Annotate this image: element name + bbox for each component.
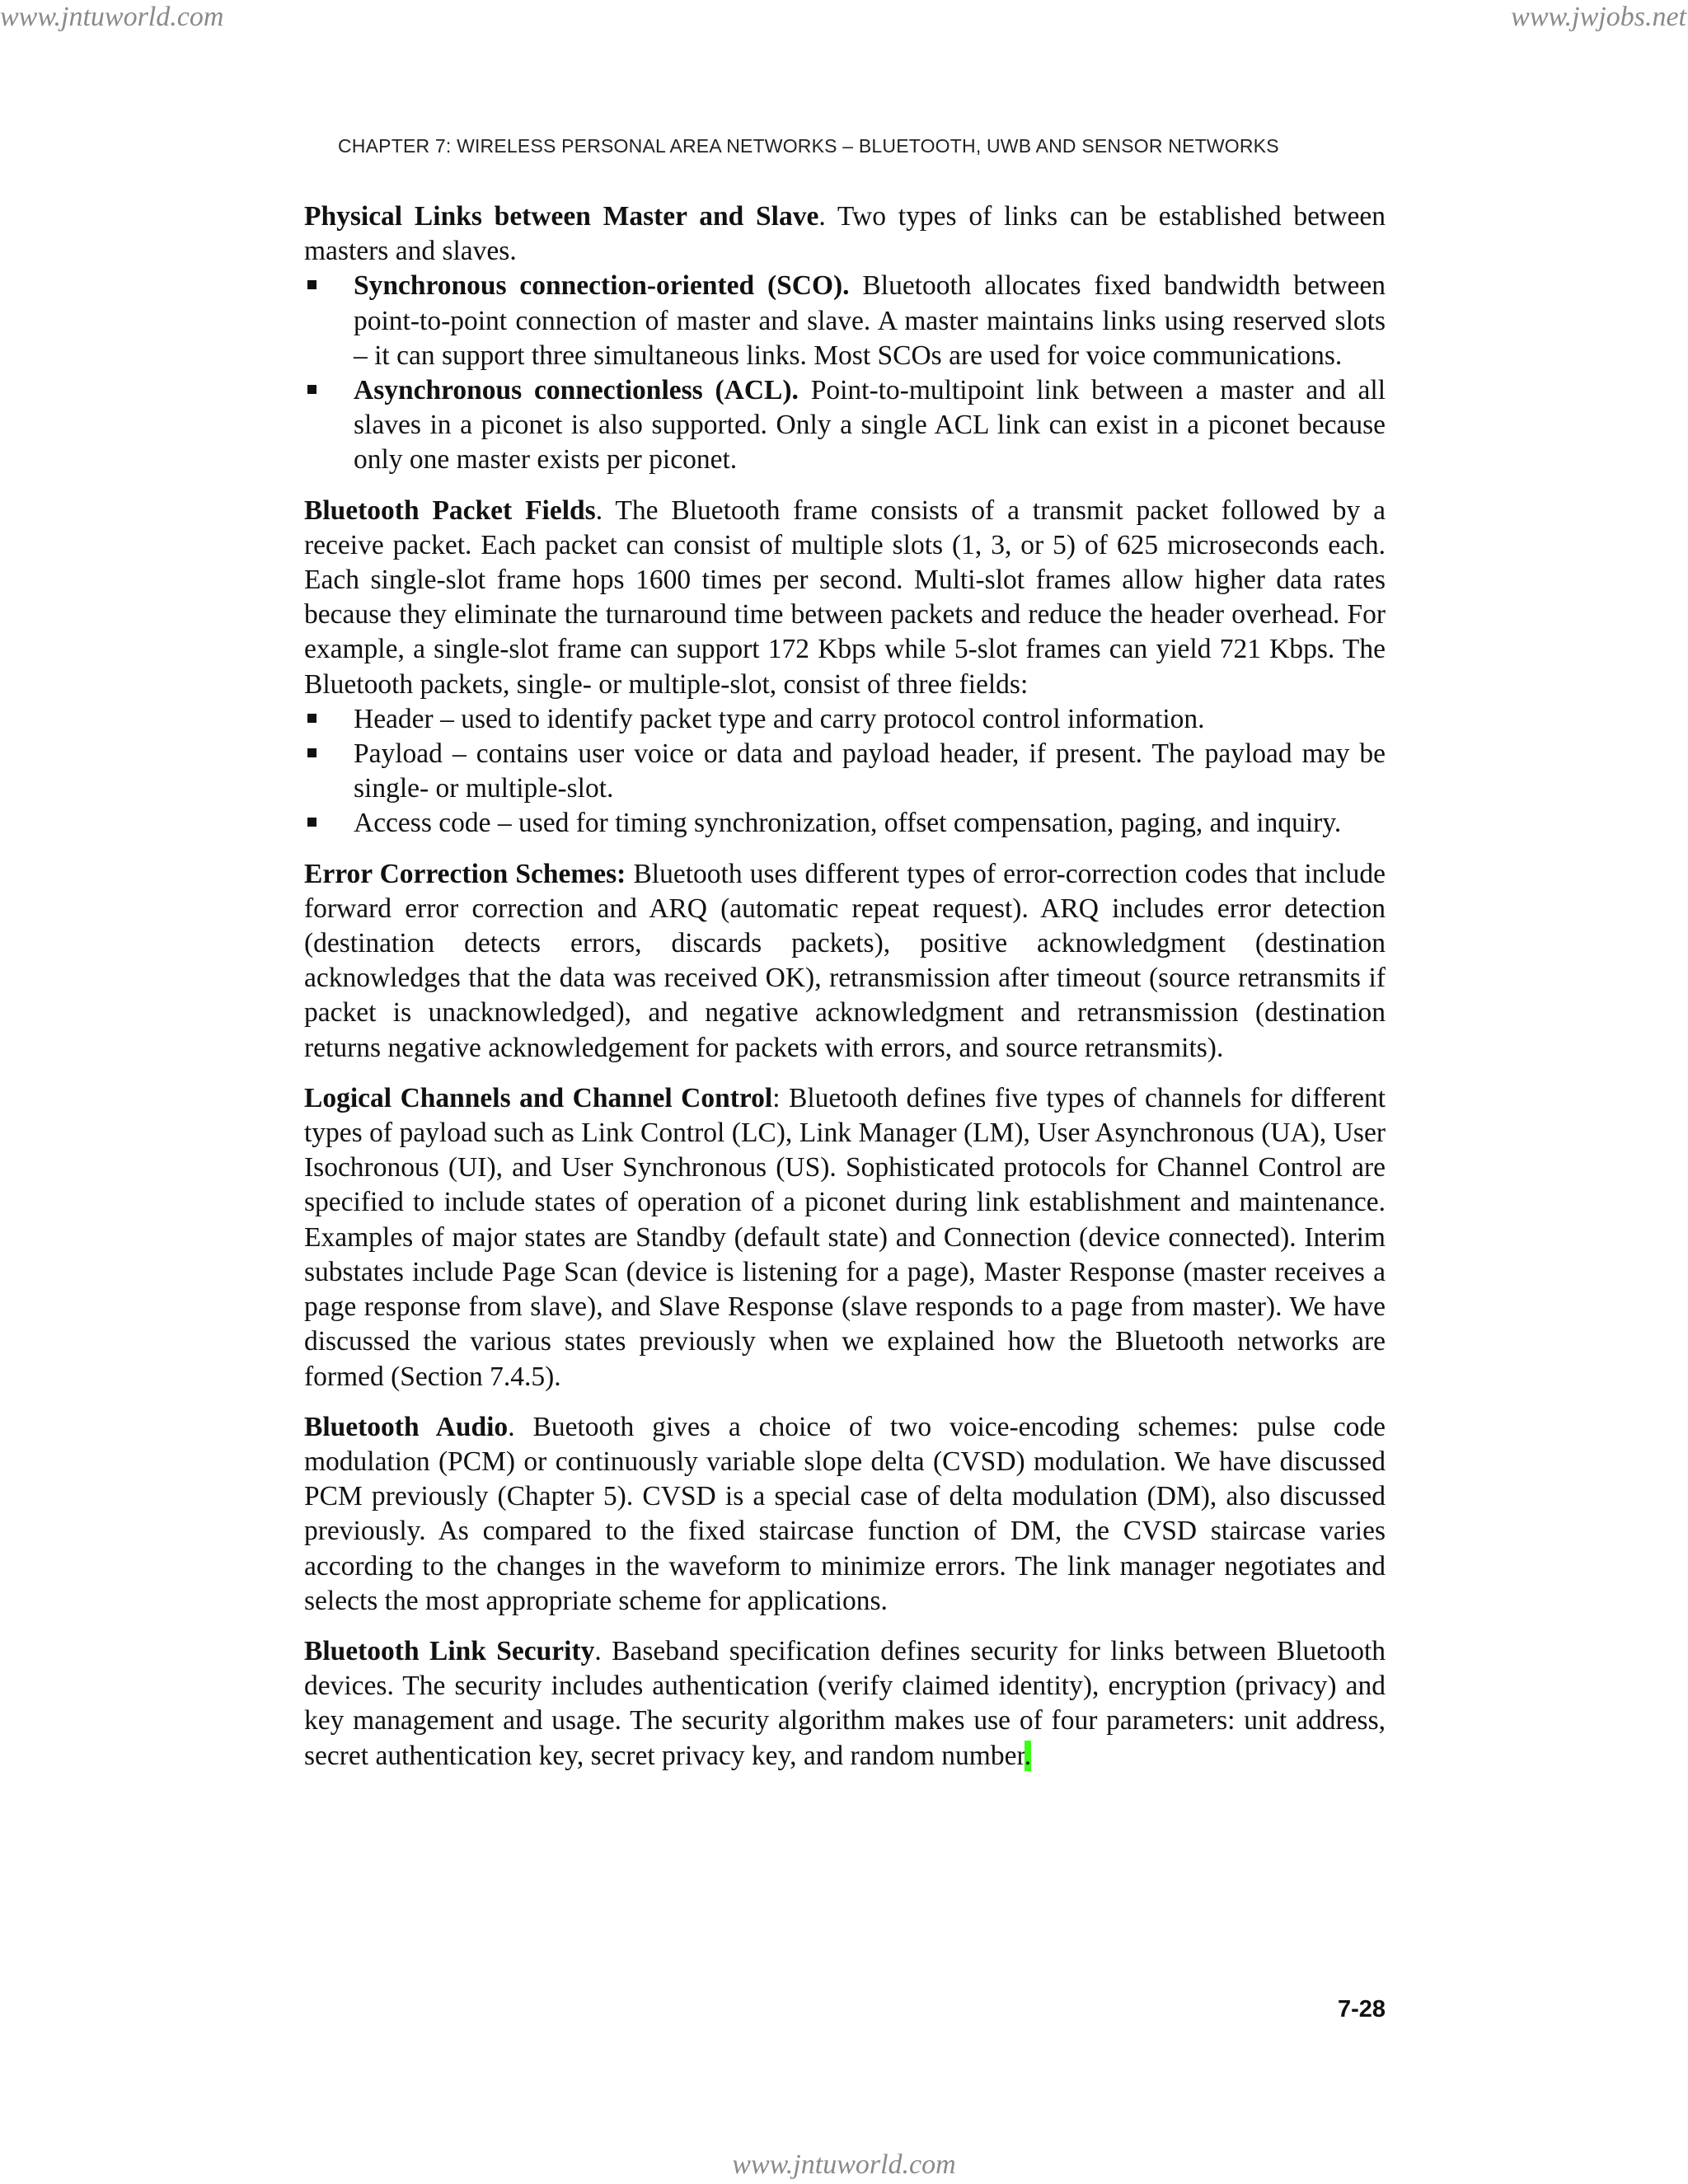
logical-channels-text: : Bluetooth defines five types of channels for different types of payload such as Link Control (LC), Link Manager (LM), User Asynchronous (UA), User Isochronous (UI), and User Synchronous (US). Sophisticated protocols for Channel Control are specified to include states of operation of a piconet during link establishment and maintenance. Examples of major states are Standby (default state) and Connection (device connected). Interim substates include Page Scan (device is listening for a page), Master Response (master receives a page response from slave), and Slave Response (slave responds to a page from master). We have discussed the various states previously when we explained how the Bluetooth networks are formed (Section 7.4.5). [304, 1082, 1386, 1392]
list-item [304, 373, 1386, 478]
square-bullet-icon [307, 714, 316, 723]
logical-channels-paragraph [304, 1081, 1386, 1394]
sco-term: Synchronous connection-oriented (SCO). [354, 270, 850, 302]
logical-channels-heading: Logical Channels and Channel Control [304, 1082, 773, 1113]
link-security-paragraph [304, 1634, 1386, 1774]
link-security-heading: Bluetooth Link Security [304, 1635, 595, 1666]
watermark-top-left: www.jntuworld.com [0, 2, 224, 32]
audio-paragraph [304, 1410, 1386, 1619]
page-body [304, 199, 1386, 1789]
link-security-text: . Baseband specification defines security for links between Bluetooth devices. The security includes authentication (verify claimed identity), encryption (privacy) and key management and usage. The security algorithm makes use of four parameters: unit address, secret authentication key, secret privacy key, and random number [304, 1635, 1386, 1771]
square-bullet-icon [307, 385, 316, 394]
list-item [304, 269, 1386, 373]
list-item [304, 806, 1386, 841]
highlighted-period: . [1024, 1740, 1032, 1771]
packet-fields-text: . The Bluetooth frame consists of a transmit packet followed by a receive packet. Each packet can consist of multiple slots (1, 3, or 5) of 625 microseconds each. Each single-slot frame hops 1600 times per second. Multi-slot frames allow higher data rates because they eliminate the turnaround time between packets and reduce the header overhead. For example, a single-slot frame can support 172 Kbps while 5-slot frames can yield 721 Kbps. The Bluetooth packets, single- or multiple-slot, consist of three fields: [304, 494, 1386, 700]
list-item [304, 702, 1386, 737]
packet-fields-paragraph [304, 494, 1386, 702]
error-correction-text: Bluetooth uses different types of error-correction codes that include forward error correction and ARQ (automatic repeat request). ARQ includes error detection (destination detects errors, discards packets), positive acknowledgment (destination acknowledges that the data was received OK), retransmission after timeout (source retransmits if packet is unacknowledged), and negative acknowledgment and retransmission (destination returns negative acknowledgement for packets with errors, and source retransmits). [304, 858, 1386, 1063]
square-bullet-icon [307, 748, 316, 757]
audio-text: . Buetooth gives a choice of two voice-encoding schemes: pulse code modulation (PCM) or continuously variable slope delta (CVSD) modulation. We have discussed PCM previously (Chapter 5). CVSD is a special case of delta modulation (DM), also discussed previously. As compared to the fixed staircase function of DM, the CVSD staircase varies according to the changes in the waveform to minimize errors. The link manager negotiates and selects the most appropriate scheme for applications. [304, 1411, 1386, 1616]
access-code-field-text: Access code – used for timing synchronization, offset compensation, paging, and inquiry. [354, 808, 1342, 839]
sco-text: Bluetooth allocates fixed bandwidth between point-to-point connection of master and slave. A master maintains links using reserved slots – it can support three simultaneous links. Most SCOs are used for voice communications. [354, 270, 1386, 371]
acl-term: Asynchronous connectionless (ACL). [354, 375, 799, 406]
physical-links-heading: Physical Links between Master and Slave [304, 201, 819, 232]
running-head: CHAPTER 7: WIRELESS PERSONAL AREA NETWORKS – BLUETOOTH, UWB AND SENSOR NETWORKS [338, 135, 1279, 157]
packet-fields-list [304, 702, 1386, 841]
square-bullet-icon [307, 280, 316, 289]
error-correction-heading: Error Correction Schemes: [304, 858, 626, 889]
watermark-top-right: www.jwjobs.net [1511, 2, 1686, 32]
acl-text: Point-to-multipoint link between a master and all slaves in a piconet is also supported. Only a single ACL link can exist in a piconet because only one master exists per piconet. [354, 375, 1386, 476]
watermark-bottom: www.jntuworld.com [732, 2149, 956, 2180]
audio-heading: Bluetooth Audio [304, 1411, 509, 1442]
payload-field-text: Payload – contains user voice or data and payload header, if present. The payload may be single- or multiple-slot. [354, 738, 1386, 804]
page-number: 7-28 [1337, 1996, 1386, 2022]
link-types-list [304, 269, 1386, 477]
list-item [304, 737, 1386, 806]
error-correction-paragraph [304, 857, 1386, 1066]
physical-links-text: . Two types of links can be established between masters and slaves. [304, 201, 1386, 267]
packet-fields-heading: Bluetooth Packet Fields [304, 494, 596, 526]
physical-links-paragraph [304, 199, 1386, 269]
header-field-text: Header – used to identify packet type and carry protocol control information. [354, 703, 1205, 734]
square-bullet-icon [307, 818, 316, 827]
